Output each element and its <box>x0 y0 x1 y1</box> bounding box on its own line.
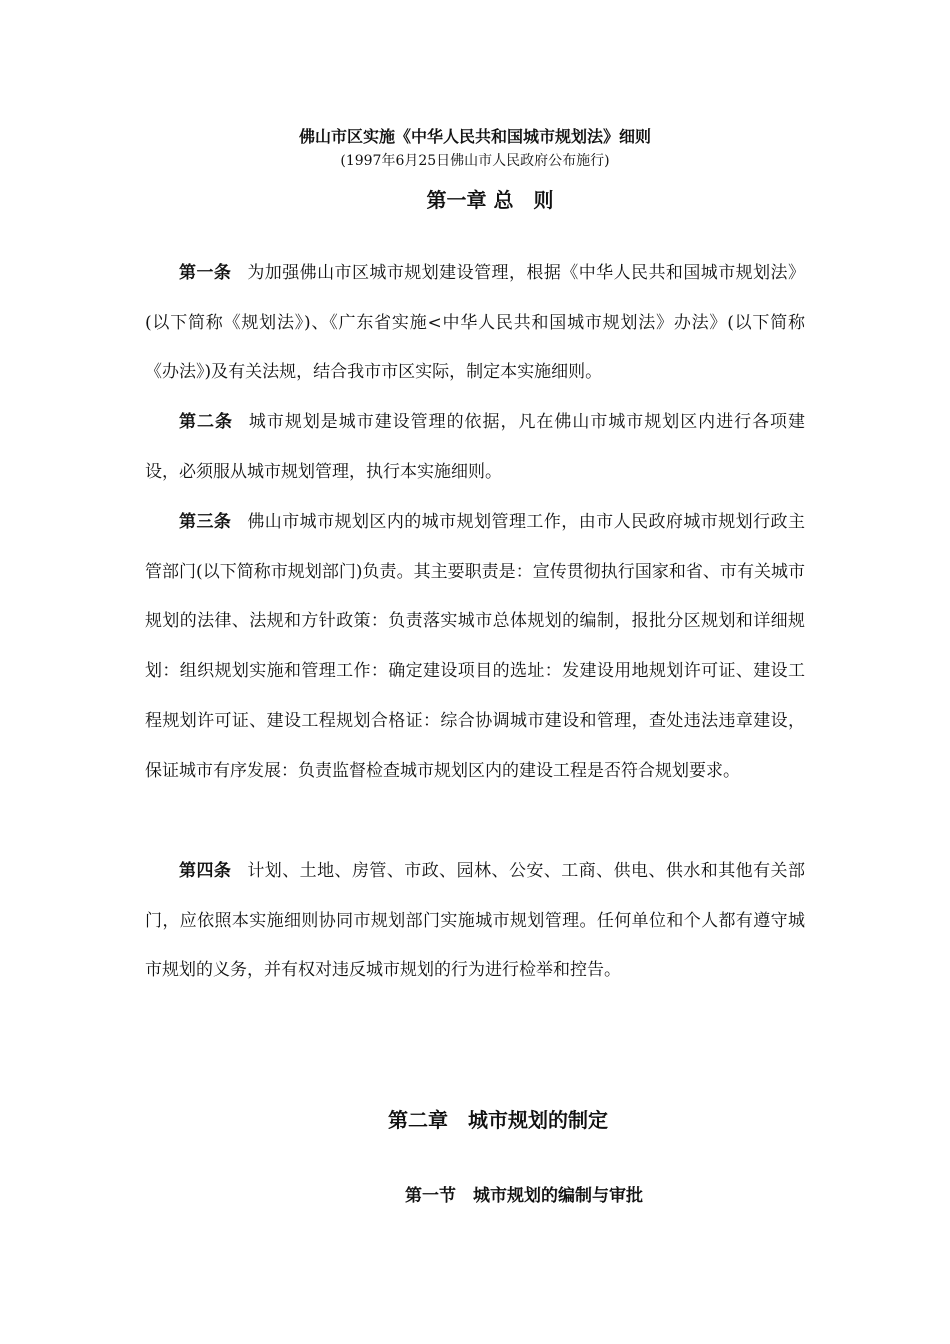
document-title: 佛山市区实施《中华人民共和国城市规划法》细则 <box>298 127 651 146</box>
article-2 <box>145 398 805 497</box>
article-3-number: 第三条 <box>179 512 232 532</box>
article-3-text: 佛山市城市规划区内的城市规划管理工作，由市人民政府城市规划行政主管部门(以下简称市规划部门)负责。其主要职责是：宣传贯彻执行国家和省、市有关城市规划的法律、法规和方针政策：负责落实城市总体规划的编制，报批分区规划和详细规划：组织规划实施和管理工作：确定建设项目的选址：发建设用地规划许可证、建设工程规划许可证、建设工程规划合格证：综合协调城市建设和管理，查处违法违章建设，保证城市有序发展：负责监督检查城市规划区内的建设工程是否符合规划要求。 <box>145 512 806 781</box>
article-1-text: 为加强佛山市区城市规划建设管理，根据《中华人民共和国城市规划法》(以下简称《规划法》)、《广东省实施<中华人民共和国城市规划法》办法》(以下简称《办法》)及有关法规，结合我市市区实际，制定本实施细则。 <box>145 263 806 383</box>
article-4 <box>145 847 805 996</box>
article-3 <box>145 498 805 796</box>
chapter-2-title: 第二章 城市规划的制定 <box>388 1108 608 1132</box>
document-subtitle: (1997年6月25日佛山市人民政府公布施行) <box>340 153 610 169</box>
article-2-text: 城市规划是城市建设管理的依据，凡在佛山市城市规划区内进行各项建设，必须服从城市规划管理，执行本实施细则。 <box>145 412 806 482</box>
section-1-title: 第一节 城市规划的编制与审批 <box>405 1186 643 1206</box>
article-1-number: 第一条 <box>179 263 232 283</box>
article-4-number: 第四条 <box>179 861 232 881</box>
article-2-number: 第二条 <box>179 412 233 432</box>
chapter-1-title: 第一章 总 则 <box>426 188 554 212</box>
article-4-text: 计划、土地、房管、市政、园林、公安、工商、供电、供水和其他有关部门，应依照本实施细则协同市规划部门实施城市规划管理。任何单位和个人都有遵守城市规划的义务，并有权对违反城市规划的行为进行检举和控告。 <box>145 861 806 981</box>
article-1 <box>145 249 805 398</box>
